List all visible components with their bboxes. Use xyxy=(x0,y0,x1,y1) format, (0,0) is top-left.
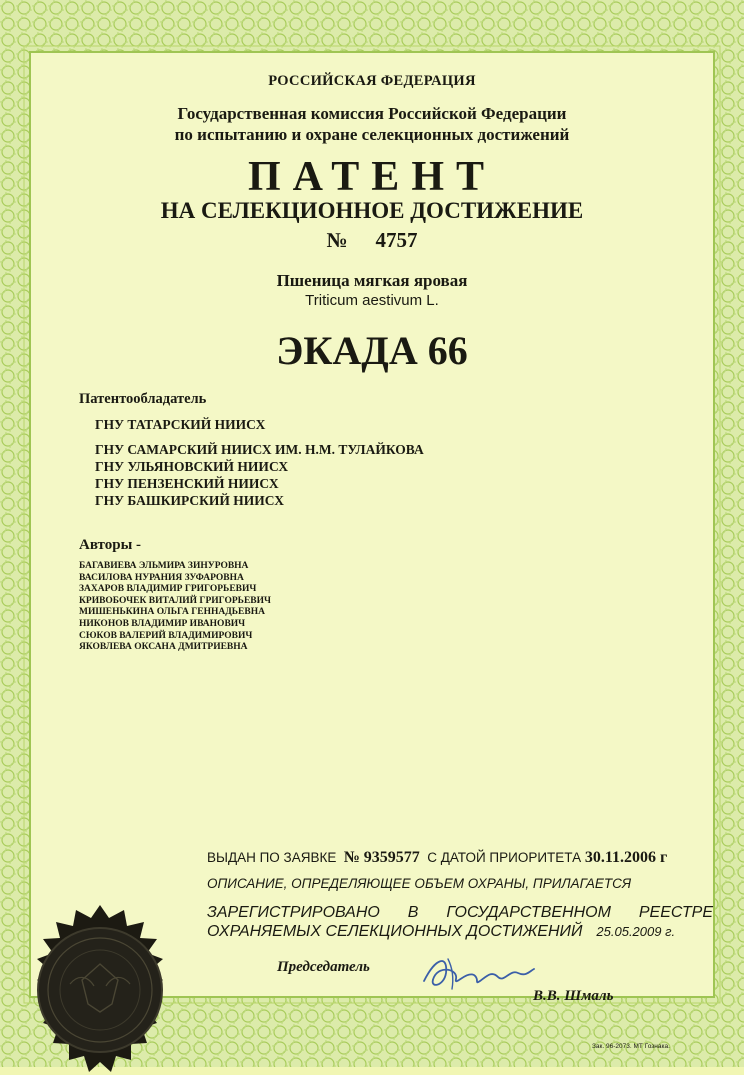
crop-latin-name: Triticum aestivum L. xyxy=(305,292,439,309)
registration-line-1: ЗАРЕГИСТРИРОВАНО В ГОСУДАРСТВЕННОМ РЕЕСТРЕ xyxy=(207,904,713,921)
holder-item: ГНУ САМАРСКИЙ НИИСХ ИМ. Н.М. ТУЛАЙКОВА xyxy=(95,442,424,457)
registration-line-2-text: ОХРАНЯЕМЫХ СЕЛЕКЦИОННЫХ ДОСТИЖЕНИЙ xyxy=(207,923,583,940)
holder-item: ГНУ УЛЬЯНОВСКИЙ НИИСХ xyxy=(95,459,289,474)
priority-date: 30.11.2006 г xyxy=(584,849,668,866)
document-title: ПАТЕНТ xyxy=(247,154,497,200)
registration-line-2 xyxy=(207,923,675,941)
issued-line xyxy=(207,849,667,867)
description-note: ОПИСАНИЕ, ОПРЕДЕЛЯЮЩЕЕ ОБЪЕМ ОХРАНЫ, ПРИЛАГАЕТСЯ xyxy=(207,876,632,891)
chairman-name: В.В. Шмаль xyxy=(533,988,614,1004)
number-sign: № xyxy=(326,228,348,252)
author-item: ВАСИЛОВА НУРАНИЯ ЗУФАРОВНА xyxy=(79,572,244,583)
patent-number-value: 4757 xyxy=(375,228,418,252)
authors-list xyxy=(79,561,271,654)
author-item: НИКОНОВ ВЛАДИМИР ИВАНОВИЧ xyxy=(79,618,246,629)
holder-item: ГНУ ТАТАРСКИЙ НИИСХ xyxy=(95,417,266,432)
commission-name xyxy=(0,103,744,145)
crop-name: Пшеница мягкая яровая xyxy=(276,271,468,290)
application-number: 9359577 xyxy=(363,849,420,866)
authors-label: Авторы - xyxy=(79,537,142,553)
author-item: СЮКОВ ВАЛЕРИЙ ВЛАДИМИРОВИЧ xyxy=(79,630,253,641)
issued-sign: № xyxy=(343,849,360,866)
author-item: КРИВОБОЧЕК ВИТАЛИЙ ГРИГОРЬЕВИЧ xyxy=(79,595,271,606)
print-note: Зак. 96-2073. МТ Гознака. xyxy=(592,1043,670,1050)
chairman-signature xyxy=(418,947,538,997)
author-item: МИШЕНЬКИНА ОЛЬГА ГЕННАДЬЕВНА xyxy=(79,607,265,618)
author-item: БАГАВИЕВА ЭЛЬМИРА ЗИНУРОВНА xyxy=(79,561,249,571)
document-subtitle: НА СЕЛЕКЦИОННОЕ ДОСТИЖЕНИЕ xyxy=(160,198,584,223)
commission-line-2: по испытанию и охране селекционных достижений xyxy=(174,125,570,144)
priority-label: С ДАТОЙ ПРИОРИТЕТА xyxy=(427,850,582,865)
holders-list xyxy=(95,416,424,509)
country-heading: РОССИЙСКАЯ ФЕДЕРАЦИЯ xyxy=(268,73,476,89)
gold-seal-emblem xyxy=(12,900,192,1075)
holders-label: Патентообладатель xyxy=(79,391,207,407)
author-item: ЯКОВЛЕВА ОКСАНА ДМИТРИЕВНА xyxy=(79,642,248,653)
variety-name: ЭКАДА 66 xyxy=(276,328,468,373)
commission-line-1: Государственная комиссия Российской Федерации xyxy=(177,104,567,123)
author-item: ЗАХАРОВ ВЛАДИМИР ГРИГОРЬЕВИЧ xyxy=(79,584,257,595)
chairman-label: Председатель xyxy=(277,959,370,975)
holder-item: ГНУ ПЕНЗЕНСКИЙ НИИСХ xyxy=(95,476,279,491)
patent-number xyxy=(0,228,744,253)
holder-item: ГНУ БАШКИРСКИЙ НИИСХ xyxy=(95,493,284,508)
registration-date: 25.05.2009 г. xyxy=(596,924,676,939)
issued-label: ВЫДАН ПО ЗАЯВКЕ xyxy=(207,850,337,865)
